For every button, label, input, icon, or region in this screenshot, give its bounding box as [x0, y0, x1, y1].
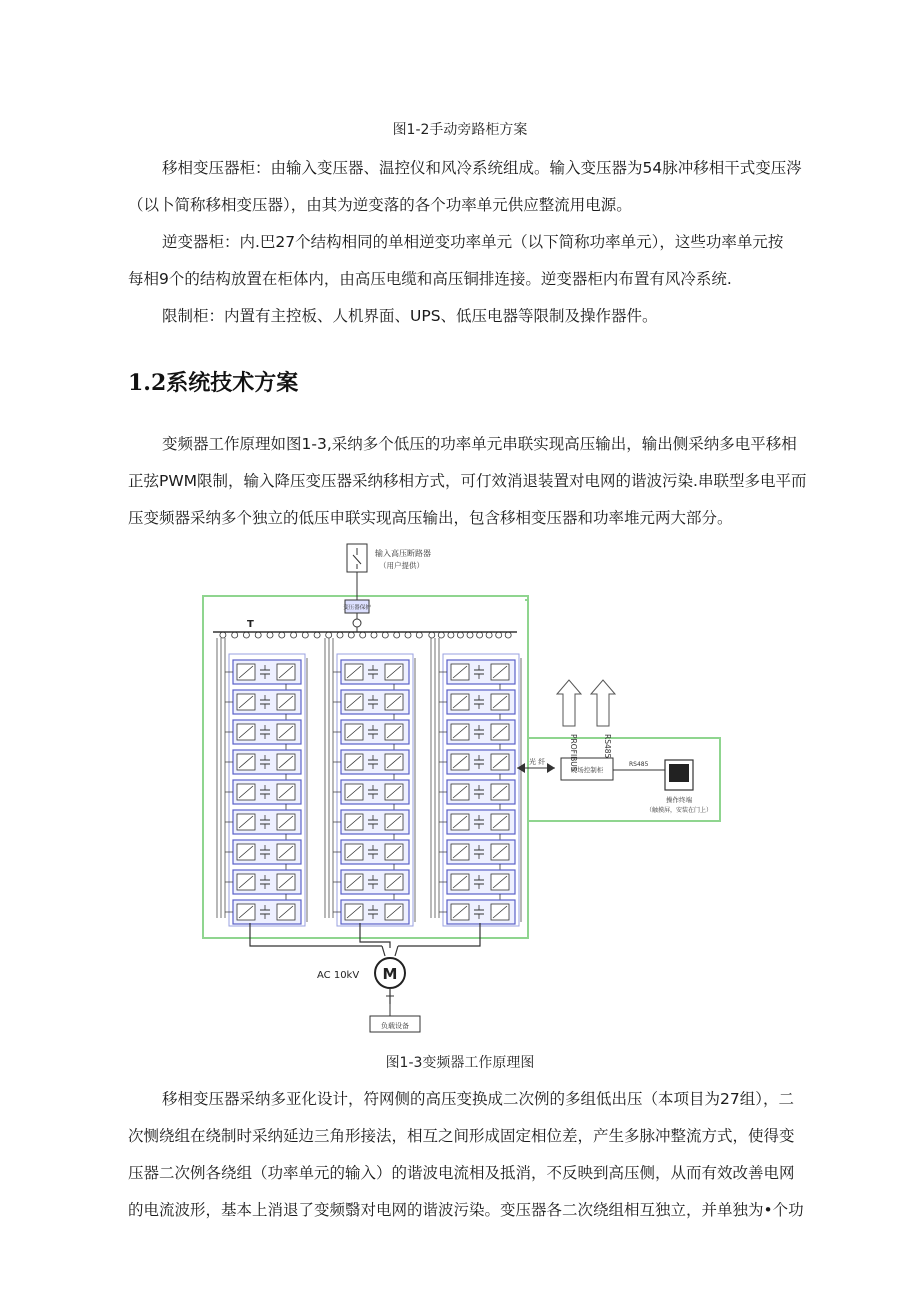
profibus-arrow	[557, 680, 581, 726]
power-unit	[439, 780, 515, 810]
power-unit	[225, 870, 301, 900]
power-unit	[225, 690, 301, 720]
power-unit	[439, 690, 515, 720]
para-phase-shift-line-4: 的电流波形，基本上消退了变频翳对电网的谐波污染。变压器各二次绕组相互独立，并单独为•个功	[128, 1201, 804, 1219]
power-unit	[225, 780, 301, 810]
phase-column-3	[431, 638, 521, 926]
secondary-winding-coil	[360, 632, 366, 638]
secondary-winding-coil	[438, 632, 444, 638]
rs485-link-label: RS485	[629, 761, 649, 768]
secondary-winding-coil	[457, 632, 463, 638]
secondary-winding-coil	[496, 632, 502, 638]
rs485-arrow	[591, 680, 615, 726]
figure-1-3-diagram	[195, 538, 735, 1038]
secondary-winding-coil	[348, 632, 354, 638]
secondary-winding-coil	[416, 632, 422, 638]
secondary-winding-coil	[232, 632, 238, 638]
phase-column-1	[217, 638, 307, 926]
transformer-protect-label: 变压器保护	[343, 605, 371, 611]
para-transformer-cabinet-line-2: （以卜简称移相变压器），由其为逆变落的各个功率单元供应整流用电源。	[128, 196, 632, 214]
power-unit	[333, 870, 409, 900]
controller-label: 现场控制柜	[570, 766, 604, 774]
secondary-winding-coil	[448, 632, 454, 638]
input-breaker-label: 输入高压断路器	[375, 549, 431, 558]
transformer-label: T	[247, 619, 254, 630]
hmi-label: 操作终端	[666, 796, 692, 804]
para-inverter-cabinet-line-2: 每相9个的结构放置在柜体内，由高压电缆和高压铜排连接。逆变器柜内布置有风冷系统.	[128, 270, 732, 288]
profibus-label: PROFIBUS	[569, 734, 578, 772]
power-unit	[333, 720, 409, 750]
secondary-winding-coil	[267, 632, 273, 638]
rs485-arrow-label: RS485	[603, 734, 612, 759]
secondary-winding-coil	[477, 632, 483, 638]
power-unit	[225, 900, 301, 924]
secondary-winding-coil	[405, 632, 411, 638]
power-unit	[333, 780, 409, 810]
power-unit	[333, 690, 409, 720]
secondary-winding-coil	[302, 632, 308, 638]
fiber-label: 光 纤	[529, 758, 546, 766]
power-unit-cabinets	[217, 638, 521, 926]
power-unit	[439, 720, 515, 750]
power-unit	[333, 840, 409, 870]
power-unit	[225, 660, 301, 690]
para-principle-line-2: 正弦PWM限制，输入降压变压器采纳移相方式，可仃效消退装置对电网的谐波污染.串联型多电平而	[128, 472, 807, 490]
secondary-winding-coil	[429, 632, 435, 638]
para-control-cabinet: 限制柜：内置有主控板、人机界面、UPS、低压电器等限制及操作器件。	[162, 307, 658, 325]
transformer-secondary-windings	[220, 632, 511, 638]
load-label: 负载设备	[381, 1022, 409, 1030]
power-unit	[333, 810, 409, 840]
hmi-screen	[669, 764, 689, 782]
secondary-winding-coil	[337, 632, 343, 638]
power-unit	[439, 810, 515, 840]
section-1-2-body	[128, 426, 807, 537]
secondary-winding-coil	[220, 632, 226, 638]
section-heading-1-2: 1.2系统技术方案	[128, 370, 299, 396]
para-phase-shift-line-1: 移相变压器采纳多亚化设计，符网侧的高压变换成二次例的多组低出压（本项目为27组），二	[162, 1090, 794, 1108]
secondary-winding-coil	[314, 632, 320, 638]
section-1-1-body	[128, 150, 802, 335]
secondary-winding-coil	[255, 632, 261, 638]
power-unit	[225, 750, 301, 780]
secondary-winding-coil	[486, 632, 492, 638]
secondary-winding-coil	[243, 632, 249, 638]
voltage-label: AC 10kV	[317, 970, 360, 981]
para-phase-shift-line-2: 次恻绕组在绕制时采纳延边三角形接法，相互之间形成固定相位差，产生多脉冲整流方式，使得变	[128, 1127, 795, 1145]
power-unit	[439, 840, 515, 870]
phase-b-output	[360, 923, 390, 948]
power-unit	[439, 660, 515, 690]
power-unit	[225, 810, 301, 840]
figure-1-2-caption: 图1-2手动旁路柜方案	[392, 122, 528, 138]
power-unit	[333, 660, 409, 690]
hmi-note: （触摸屏，安装在门上）	[645, 807, 713, 814]
secondary-winding-coil	[279, 632, 285, 638]
section-after-body	[128, 1081, 804, 1229]
secondary-winding-coil	[291, 632, 297, 638]
power-unit	[333, 750, 409, 780]
power-unit	[439, 900, 515, 924]
power-unit	[225, 720, 301, 750]
para-inverter-cabinet-line-1: 逆变器柜：内.巴27个结构相同的单相逆变功率单元（以下简称功率单元），这些功率单元按	[162, 233, 784, 251]
phase-column-2	[325, 638, 415, 926]
power-unit	[439, 750, 515, 780]
secondary-winding-coil	[382, 632, 388, 638]
input-breaker-note: （用户提供）	[379, 561, 424, 570]
para-phase-shift-line-3: 压器二次例各绕组（功率单元的输入）的谐波电流相及抵消，不反映到高压侧，从而有效改善电网	[128, 1164, 795, 1182]
para-principle-line-1: 变频器工作原理如图1-3,采纳多个低压的功率单元串联实现高压输出，输出侧采纳多电平移相	[162, 435, 797, 453]
secondary-winding-coil	[371, 632, 377, 638]
power-unit	[333, 900, 409, 924]
power-unit	[225, 840, 301, 870]
motor-label: M	[382, 965, 398, 983]
para-transformer-cabinet-line-1: 移相变压器柜：由输入变压器、温控仪和风冷系统组成。输入变压器为54脉冲移相干式变压涔	[162, 159, 802, 177]
secondary-winding-coil	[326, 632, 332, 638]
secondary-winding-coil	[394, 632, 400, 638]
transformer-primary-winding	[353, 619, 361, 627]
power-unit	[439, 870, 515, 900]
para-principle-line-3: 压变频器采纳多个独立的低压申联实现高压输出，包含移相变压器和功率堆元两大部分。	[128, 509, 733, 527]
secondary-winding-coil	[467, 632, 473, 638]
figure-1-3-caption: 图1-3变频器工作原理图	[385, 1055, 535, 1071]
secondary-winding-coil	[505, 632, 511, 638]
